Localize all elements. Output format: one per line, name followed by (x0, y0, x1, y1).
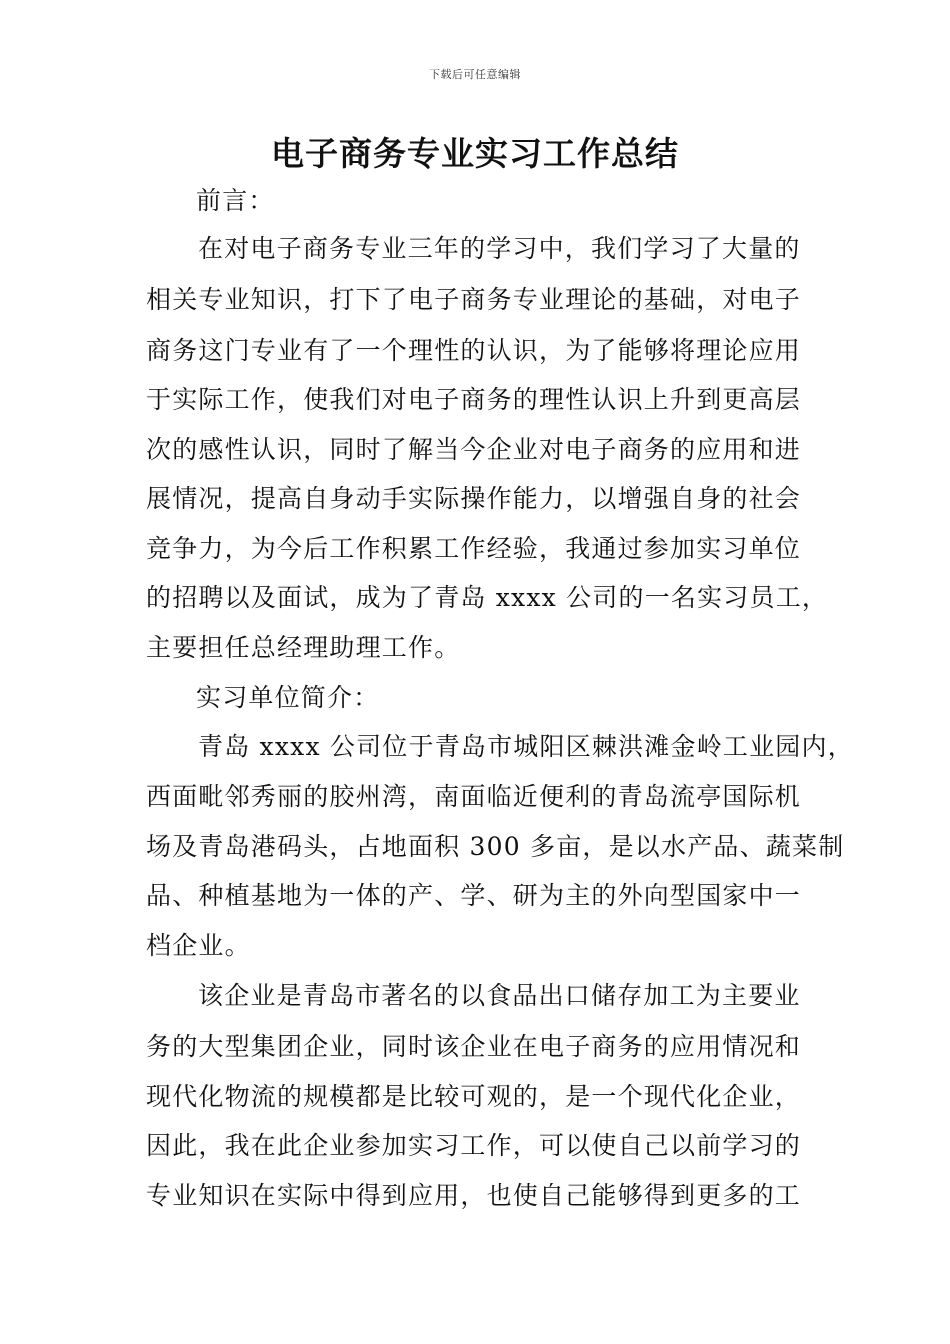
paragraph-line: 专业知识在实际中得到应用，也使自己能够得到更多的工 (146, 1181, 802, 1210)
paragraph-line: 于实际工作，使我们对电子商务的理性认识上升到更高层 (146, 385, 802, 414)
header-note: 下载后可任意编辑 (429, 68, 521, 81)
company-heading: 实习单位简介： (196, 683, 380, 712)
paragraph-line: 相关专业知识，打下了电子商务专业理论的基础，对电子 (146, 285, 802, 314)
paragraph-line: 场及青岛港码头，占地面积 300 多亩，是以水产品、蔬菜制 (146, 832, 845, 861)
paragraph-line: 档企业。 (146, 931, 251, 960)
paragraph-line: 竞争力，为今后工作积累工作经验，我通过参加实习单位 (146, 534, 802, 563)
paragraph-line: 展情况，提高自身动手实际操作能力，以增强自身的社会 (146, 484, 802, 513)
paragraph-line: 务的大型集团企业，同时该企业在电子商务的应用情况和 (146, 1032, 802, 1061)
paragraph-line: 主要担任总经理助理工作。 (146, 633, 461, 662)
preface-heading: 前言： (196, 186, 275, 215)
paragraph-line: 青岛 xxxx 公司位于青岛市城阳区棘洪滩金岭工业园内， (198, 732, 854, 761)
paragraph-line: 现代化物流的规模都是比较可观的，是一个现代化企业， (146, 1082, 802, 1111)
paragraph-line: 的招聘以及面试，成为了青岛 xxxx 公司的一名实习员工， (146, 583, 829, 612)
paragraph-line: 商务这门专业有了一个理性的认识，为了能够将理论应用 (146, 336, 802, 365)
document-title: 电子商务专业实习工作总结 (271, 134, 679, 173)
paragraph-line: 因此，我在此企业参加实习工作，可以使自己以前学习的 (146, 1131, 802, 1160)
paragraph-line: 该企业是青岛市著名的以食品出口储存加工为主要业 (198, 981, 801, 1010)
paragraph-line: 西面毗邻秀丽的胶州湾，南面临近便利的青岛流亭国际机 (146, 782, 802, 811)
paragraph-line: 品、种植基地为一体的产、学、研为主的外向型国家中一 (146, 881, 802, 910)
paragraph-line: 在对电子商务专业三年的学习中，我们学习了大量的 (198, 234, 801, 263)
paragraph-line: 次的感性认识，同时了解当今企业对电子商务的应用和进 (146, 435, 802, 464)
